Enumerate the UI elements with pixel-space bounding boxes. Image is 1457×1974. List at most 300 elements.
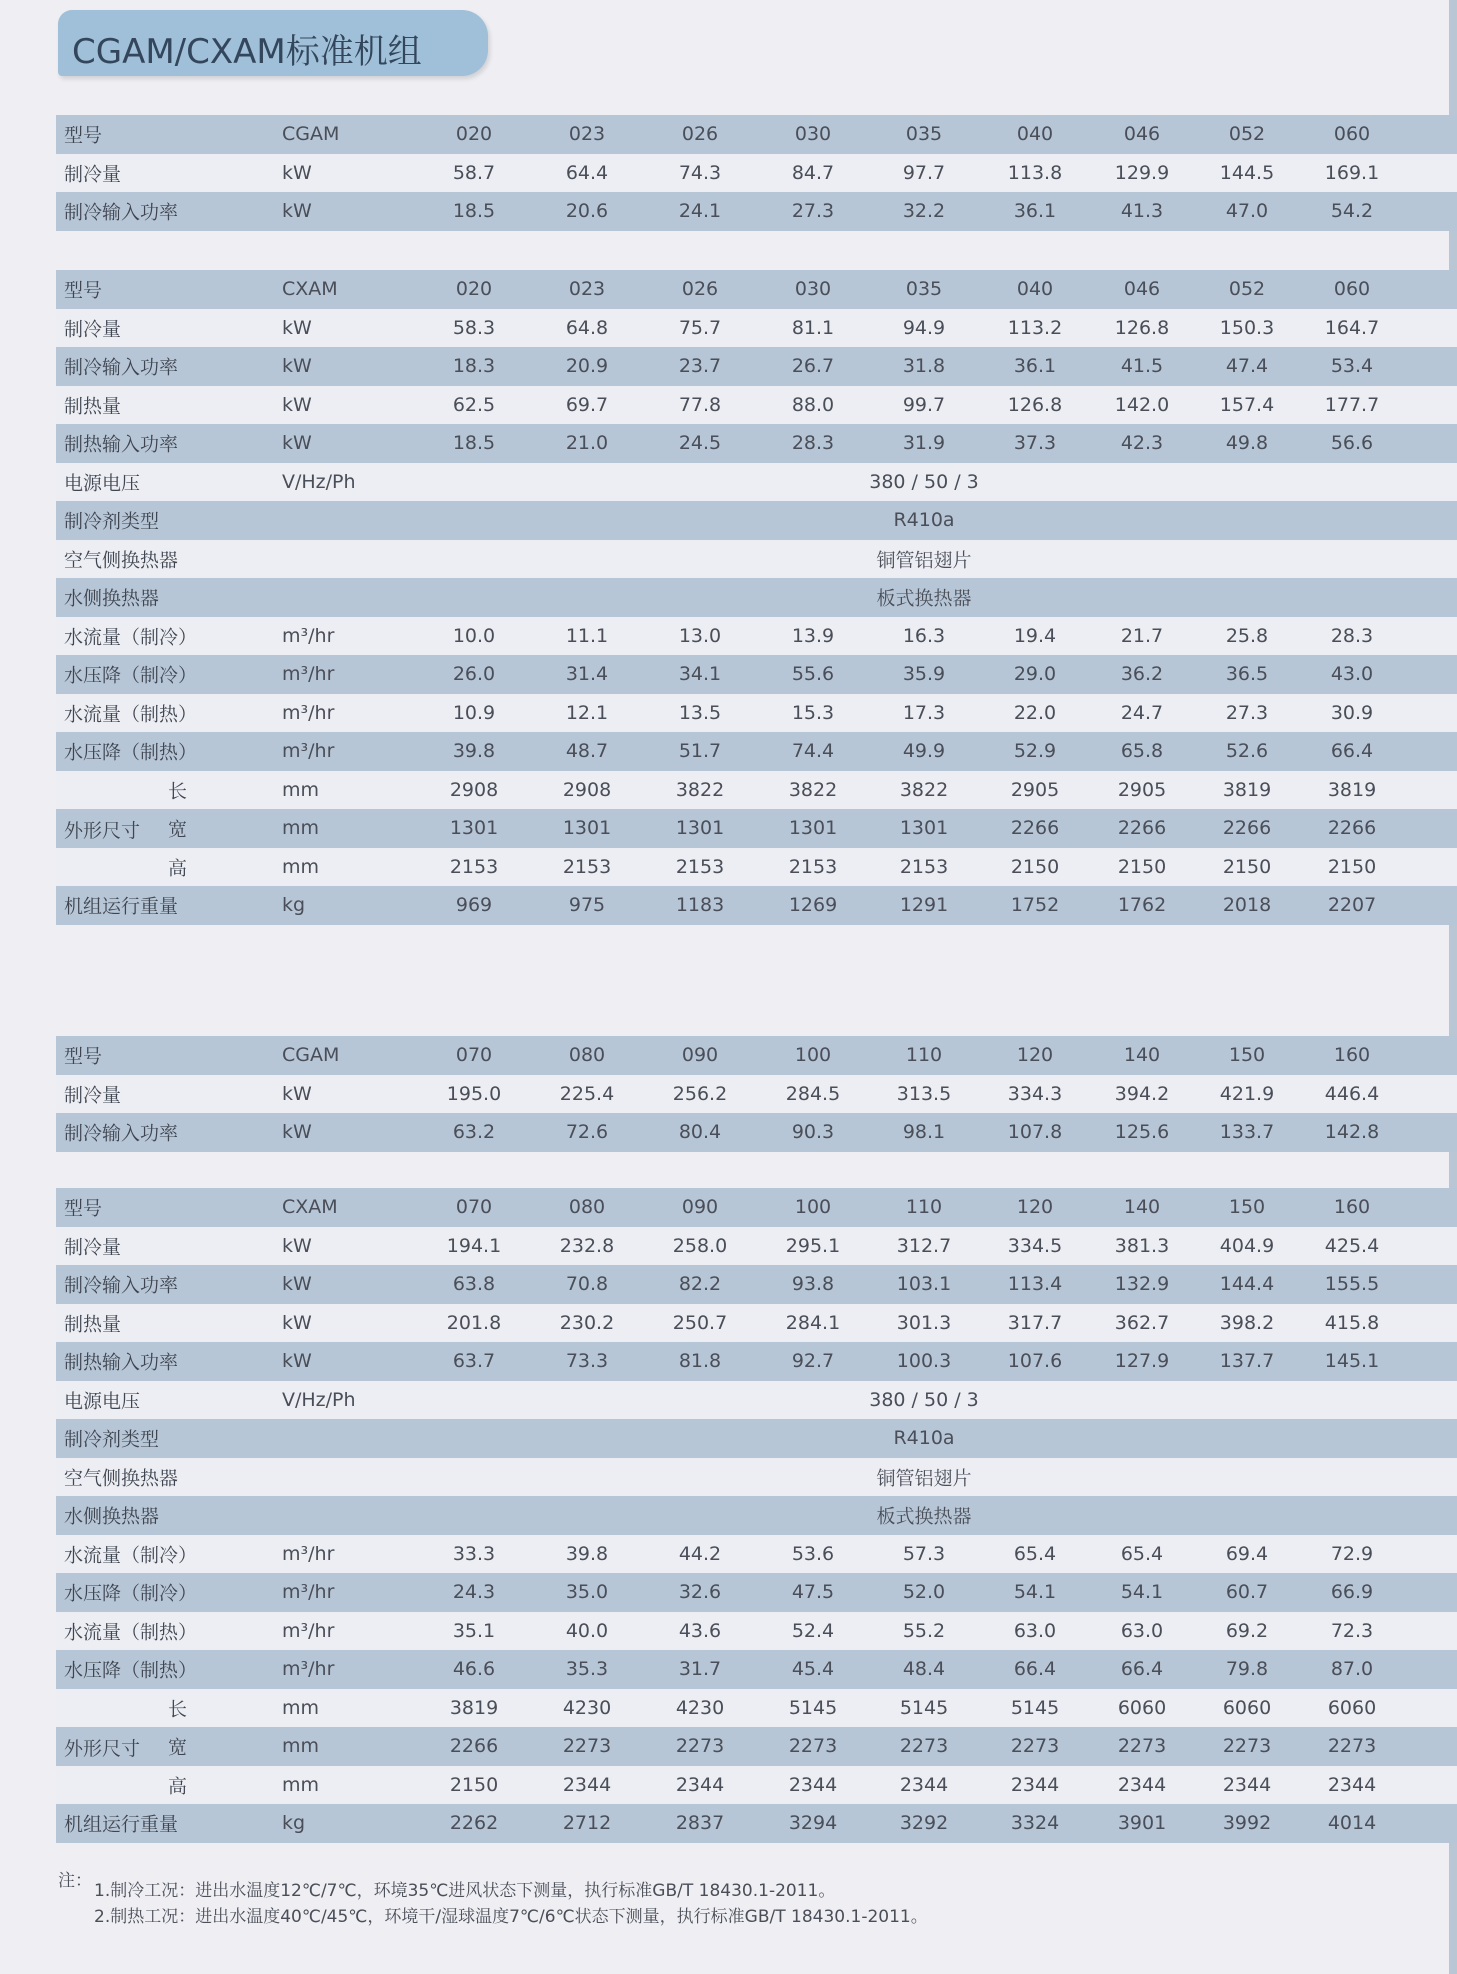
value-cell: 2153 [675, 855, 725, 878]
value-cell: 2273 [1117, 1735, 1167, 1758]
value-cell: 27.3 [791, 200, 835, 223]
value-cell: 975 [568, 894, 606, 917]
value-cell: 21.7 [1120, 624, 1164, 647]
table-row [56, 1727, 1457, 1766]
value-cell: 10.9 [452, 701, 496, 724]
value-cell: 2150 [1010, 855, 1060, 878]
row-label: 机组运行重量 [64, 1813, 179, 1836]
row-label: 制冷输入功率 [64, 1122, 179, 1145]
value-cell: 2344 [788, 1773, 838, 1796]
table-row [56, 1612, 1457, 1651]
value-cell: 398.2 [1219, 1311, 1275, 1334]
value-cell: 035 [905, 278, 943, 301]
value-cell: 35.9 [902, 663, 946, 686]
value-cell: 2273 [675, 1735, 725, 1758]
value-cell: 046 [1123, 123, 1161, 146]
value-cell: 301.3 [896, 1311, 952, 1334]
table-row [56, 809, 1457, 848]
value-cell: 295.1 [785, 1234, 841, 1257]
value-cell: 313.5 [896, 1082, 952, 1105]
value-cell: 48.4 [902, 1658, 946, 1681]
value-cell: 2273 [1010, 1735, 1060, 1758]
value-cell: 2344 [1222, 1773, 1272, 1796]
value-cell: 24.5 [678, 432, 722, 455]
value-cell: 15.3 [791, 701, 835, 724]
value-cell: 97.7 [902, 161, 946, 184]
value-cell: 72.9 [1330, 1542, 1374, 1565]
value-cell: 969 [455, 894, 493, 917]
value-cell: 99.7 [902, 393, 946, 416]
value-cell: 080 [568, 1044, 606, 1067]
value-cell: 144.5 [1219, 161, 1275, 184]
value-cell: 49.8 [1225, 432, 1269, 455]
row-unit: mm [282, 1696, 320, 1719]
value-cell: 2153 [899, 855, 949, 878]
value-cell: 3901 [1117, 1812, 1167, 1835]
value-cell: 72.6 [565, 1121, 609, 1144]
value-cell: 2266 [1010, 817, 1060, 840]
value-cell: 39.8 [565, 1542, 609, 1565]
value-cell: 2150 [1327, 855, 1377, 878]
value-cell: 24.3 [452, 1581, 496, 1604]
value-cell: 81.1 [791, 316, 835, 339]
row-unit: kg [282, 894, 306, 917]
row-label: 水压降（制冷） [64, 664, 198, 687]
table-row [56, 347, 1457, 386]
row-label: 水流量（制热） [64, 1621, 198, 1644]
value-cell: 31.9 [902, 432, 946, 455]
table-row [56, 424, 1457, 463]
value-cell: 126.8 [1007, 393, 1063, 416]
value-cell: 75.7 [678, 316, 722, 339]
value-cell: 2837 [675, 1812, 725, 1835]
row-label: 制热输入功率 [64, 1351, 179, 1374]
value-cell: 18.5 [452, 432, 496, 455]
spanning-value: 380 / 50 / 3 [869, 470, 979, 493]
value-cell: 31.8 [902, 355, 946, 378]
value-cell: 1752 [1010, 894, 1060, 917]
table-row [56, 617, 1457, 656]
row-label: 制冷输入功率 [64, 201, 179, 224]
value-cell: 60.7 [1225, 1581, 1269, 1604]
value-cell: 2150 [1117, 855, 1167, 878]
value-cell: 92.7 [791, 1350, 835, 1373]
value-cell: 177.7 [1324, 393, 1380, 416]
value-cell: 41.3 [1120, 200, 1164, 223]
dimension-sub-label: 宽 [168, 1736, 188, 1759]
value-cell: 47.0 [1225, 200, 1269, 223]
row-label: 电源电压 [64, 1390, 141, 1413]
value-cell: 394.2 [1114, 1082, 1170, 1105]
value-cell: 33.3 [452, 1542, 496, 1565]
value-cell: 43.0 [1330, 663, 1374, 686]
row-label: 水压降（制热） [64, 1659, 198, 1682]
value-cell: 080 [568, 1196, 606, 1219]
row-unit: kW [282, 1121, 312, 1144]
value-cell: 93.8 [791, 1273, 835, 1296]
value-cell: 52.6 [1225, 740, 1269, 763]
value-cell: 54.1 [1120, 1581, 1164, 1604]
table-row [56, 886, 1457, 925]
value-cell: 2153 [788, 855, 838, 878]
value-cell: 17.3 [902, 701, 946, 724]
value-cell: 144.4 [1219, 1273, 1275, 1296]
value-cell: 2266 [449, 1735, 499, 1758]
table-row [56, 1766, 1457, 1805]
value-cell: 51.7 [678, 740, 722, 763]
row-label: 空气侧换热器 [64, 549, 179, 572]
dimension-label: 外形尺寸 [64, 1738, 141, 1761]
value-cell: 32.6 [678, 1581, 722, 1604]
value-cell: 020 [455, 123, 493, 146]
value-cell: 87.0 [1330, 1658, 1374, 1681]
value-cell: 29.0 [1013, 663, 1057, 686]
value-cell: 20.9 [565, 355, 609, 378]
table-row [56, 655, 1457, 694]
table-cxam-1 [56, 270, 1457, 925]
value-cell: 1762 [1117, 894, 1167, 917]
value-cell: 70.8 [565, 1273, 609, 1296]
table-row [56, 501, 1457, 540]
table-cgam-1 [56, 115, 1457, 231]
value-cell: 201.8 [446, 1311, 502, 1334]
value-cell: 381.3 [1114, 1234, 1170, 1257]
row-label: 制冷量 [64, 318, 122, 341]
value-cell: 133.7 [1219, 1121, 1275, 1144]
row-unit: m³/hr [282, 1658, 335, 1681]
value-cell: 34.1 [678, 663, 722, 686]
value-cell: 47.4 [1225, 355, 1269, 378]
value-cell: 90.3 [791, 1121, 835, 1144]
table-row [56, 192, 1457, 231]
value-cell: 110 [905, 1044, 943, 1067]
value-cell: 2273 [1222, 1735, 1272, 1758]
row-unit: kW [282, 1350, 312, 1373]
value-cell: 023 [568, 123, 606, 146]
row-unit: kW [282, 161, 312, 184]
row-unit: kW [282, 1311, 312, 1334]
value-cell: 26.0 [452, 663, 496, 686]
row-unit: mm [282, 1735, 320, 1758]
value-cell: 3822 [899, 778, 949, 801]
value-cell: 35.3 [565, 1658, 609, 1681]
row-unit: m³/hr [282, 740, 335, 763]
dimension-sub-label: 高 [168, 1775, 188, 1798]
value-cell: 3822 [788, 778, 838, 801]
value-cell: 150.3 [1219, 316, 1275, 339]
value-cell: 107.8 [1007, 1121, 1063, 1144]
value-cell: 3292 [899, 1812, 949, 1835]
value-cell: 56.6 [1330, 432, 1374, 455]
value-cell: 194.1 [446, 1234, 502, 1257]
value-cell: 43.6 [678, 1619, 722, 1642]
value-cell: 5145 [899, 1696, 949, 1719]
row-unit: kW [282, 355, 312, 378]
value-cell: 052 [1228, 123, 1266, 146]
value-cell: 404.9 [1219, 1234, 1275, 1257]
value-cell: 63.0 [1013, 1619, 1057, 1642]
value-cell: 6060 [1327, 1696, 1377, 1719]
value-cell: 3819 [1222, 778, 1272, 801]
value-cell: 39.8 [452, 740, 496, 763]
row-label: 空气侧换热器 [64, 1467, 179, 1490]
value-cell: 52.4 [791, 1619, 835, 1642]
value-cell: 2905 [1010, 778, 1060, 801]
value-cell: 2273 [1327, 1735, 1377, 1758]
row-unit: kW [282, 1082, 312, 1105]
value-cell: 36.5 [1225, 663, 1269, 686]
value-cell: 31.7 [678, 1658, 722, 1681]
row-unit: m³/hr [282, 701, 335, 724]
row-label: 制冷量 [64, 163, 122, 186]
value-cell: 060 [1333, 123, 1371, 146]
value-cell: 19.4 [1013, 624, 1057, 647]
table-row [56, 1381, 1457, 1420]
value-cell: 57.3 [902, 1542, 946, 1565]
value-cell: 137.7 [1219, 1350, 1275, 1373]
value-cell: 22.0 [1013, 701, 1057, 724]
table-row [56, 1188, 1457, 1227]
value-cell: 79.8 [1225, 1658, 1269, 1681]
value-cell: 023 [568, 278, 606, 301]
row-unit: kg [282, 1812, 306, 1835]
value-cell: 070 [455, 1196, 493, 1219]
table-row [56, 1036, 1457, 1075]
table-row [56, 1458, 1457, 1497]
value-cell: 026 [681, 123, 719, 146]
value-cell: 334.3 [1007, 1082, 1063, 1105]
table-row [56, 1227, 1457, 1266]
value-cell: 2908 [562, 778, 612, 801]
row-unit: V/Hz/Ph [282, 470, 356, 493]
value-cell: 63.7 [452, 1350, 496, 1373]
table-row [56, 1265, 1457, 1304]
value-cell: 232.8 [559, 1234, 615, 1257]
table-row [56, 578, 1457, 617]
table-row [56, 540, 1457, 579]
value-cell: 58.7 [452, 161, 496, 184]
value-cell: 88.0 [791, 393, 835, 416]
value-cell: 55.2 [902, 1619, 946, 1642]
dimension-sub-label: 高 [168, 857, 188, 880]
row-label: 水侧换热器 [64, 1505, 160, 1528]
value-cell: 020 [455, 278, 493, 301]
title-tab [58, 10, 488, 76]
value-cell: 62.5 [452, 393, 496, 416]
value-cell: 53.6 [791, 1542, 835, 1565]
value-cell: 77.8 [678, 393, 722, 416]
value-cell: 100 [794, 1044, 832, 1067]
value-cell: 37.3 [1013, 432, 1057, 455]
value-cell: 035 [905, 123, 943, 146]
value-cell: 2273 [562, 1735, 612, 1758]
value-cell: 3819 [449, 1696, 499, 1719]
note-2: 2.制热工况：进出水温度40℃/45℃，环境干/湿球温度7℃/6℃状态下测量，执行标准GB/T 18430.1-2011。 [94, 1907, 928, 1927]
value-cell: 334.5 [1007, 1234, 1063, 1257]
row-unit: mm [282, 855, 320, 878]
row-label: 水流量（制冷） [64, 626, 198, 649]
value-cell: 125.6 [1114, 1121, 1170, 1144]
value-cell: 169.1 [1324, 161, 1380, 184]
value-cell: 107.6 [1007, 1350, 1063, 1373]
value-cell: 046 [1123, 278, 1161, 301]
value-cell: 45.4 [791, 1658, 835, 1681]
table-row [56, 848, 1457, 887]
dimension-sub-label: 长 [168, 780, 188, 803]
value-cell: 21.0 [565, 432, 609, 455]
value-cell: 28.3 [791, 432, 835, 455]
value-cell: 026 [681, 278, 719, 301]
value-cell: 2153 [562, 855, 612, 878]
value-cell: 66.4 [1013, 1658, 1057, 1681]
value-cell: 126.8 [1114, 316, 1170, 339]
row-label: 机组运行重量 [64, 895, 179, 918]
row-unit: m³/hr [282, 1542, 335, 1565]
table-row [56, 1342, 1457, 1381]
value-cell: 2344 [675, 1773, 725, 1796]
value-cell: 36.2 [1120, 663, 1164, 686]
value-cell: 20.6 [565, 200, 609, 223]
value-cell: 64.4 [565, 161, 609, 184]
row-label: 水流量（制冷） [64, 1544, 198, 1567]
row-label: 制冷剂类型 [64, 1428, 160, 1451]
value-cell: 145.1 [1324, 1350, 1380, 1373]
value-cell: 127.9 [1114, 1350, 1170, 1373]
row-unit: kW [282, 200, 312, 223]
value-cell: 3992 [1222, 1812, 1272, 1835]
value-cell: 73.3 [565, 1350, 609, 1373]
value-cell: 113.2 [1007, 316, 1063, 339]
value-cell: 58.3 [452, 316, 496, 339]
note-1: 1.制冷工况：进出水温度12℃/7℃，环境35℃进风状态下测量，执行标准GB/T 18430.1-2011。 [94, 1881, 836, 1901]
table-row [56, 1075, 1457, 1114]
value-cell: 74.3 [678, 161, 722, 184]
value-cell: 26.7 [791, 355, 835, 378]
value-cell: 65.8 [1120, 740, 1164, 763]
value-cell: 2262 [449, 1812, 499, 1835]
value-cell: 2266 [1327, 817, 1377, 840]
spanning-value: 板式换热器 [876, 587, 972, 610]
table-row [56, 1650, 1457, 1689]
value-cell: 40.0 [565, 1619, 609, 1642]
value-cell: 070 [455, 1044, 493, 1067]
table-cxam-2 [56, 1188, 1457, 1843]
value-cell: 052 [1228, 278, 1266, 301]
value-cell: 64.8 [565, 316, 609, 339]
value-cell: 160 [1333, 1196, 1371, 1219]
value-cell: 284.5 [785, 1082, 841, 1105]
value-cell: 2344 [899, 1773, 949, 1796]
value-cell: 150 [1228, 1044, 1266, 1067]
table-row [56, 1535, 1457, 1574]
row-unit: CXAM [282, 1196, 338, 1219]
value-cell: 4230 [562, 1696, 612, 1719]
value-cell: 82.2 [678, 1273, 722, 1296]
page-title: CGAM/CXAM标准机组 [72, 32, 422, 72]
value-cell: 16.3 [902, 624, 946, 647]
value-cell: 157.4 [1219, 393, 1275, 416]
value-cell: 4230 [675, 1696, 725, 1719]
value-cell: 10.0 [452, 624, 496, 647]
value-cell: 30.9 [1330, 701, 1374, 724]
value-cell: 1183 [675, 894, 725, 917]
table-row [56, 386, 1457, 425]
value-cell: 35.1 [452, 1619, 496, 1642]
value-cell: 65.4 [1013, 1542, 1057, 1565]
value-cell: 030 [794, 278, 832, 301]
row-unit: CGAM [282, 1044, 340, 1067]
row-label: 制热量 [64, 1313, 122, 1336]
table-cgam-2 [56, 1036, 1457, 1152]
value-cell: 110 [905, 1196, 943, 1219]
value-cell: 46.6 [452, 1658, 496, 1681]
table-row [56, 154, 1457, 193]
value-cell: 030 [794, 123, 832, 146]
value-cell: 284.1 [785, 1311, 841, 1334]
row-label: 电源电压 [64, 472, 141, 495]
value-cell: 42.3 [1120, 432, 1164, 455]
row-label: 水压降（制冷） [64, 1582, 198, 1605]
table-row [56, 309, 1457, 348]
table-row [56, 694, 1457, 733]
row-label: 制冷量 [64, 1236, 122, 1259]
value-cell: 52.9 [1013, 740, 1057, 763]
value-cell: 1291 [899, 894, 949, 917]
row-unit: mm [282, 778, 320, 801]
value-cell: 1269 [788, 894, 838, 917]
value-cell: 312.7 [896, 1234, 952, 1257]
value-cell: 69.2 [1225, 1619, 1269, 1642]
value-cell: 5145 [788, 1696, 838, 1719]
value-cell: 52.0 [902, 1581, 946, 1604]
value-cell: 32.2 [902, 200, 946, 223]
row-unit: kW [282, 432, 312, 455]
value-cell: 103.1 [896, 1273, 952, 1296]
row-unit: kW [282, 1234, 312, 1257]
value-cell: 54.2 [1330, 200, 1374, 223]
value-cell: 2273 [788, 1735, 838, 1758]
value-cell: 63.0 [1120, 1619, 1164, 1642]
value-cell: 425.4 [1324, 1234, 1380, 1257]
row-label: 水流量（制热） [64, 703, 198, 726]
value-cell: 415.8 [1324, 1311, 1380, 1334]
value-cell: 18.3 [452, 355, 496, 378]
value-cell: 2207 [1327, 894, 1377, 917]
value-cell: 72.3 [1330, 1619, 1374, 1642]
spanning-value: 380 / 50 / 3 [869, 1388, 979, 1411]
value-cell: 94.9 [902, 316, 946, 339]
row-unit: mm [282, 817, 320, 840]
row-unit: m³/hr [282, 663, 335, 686]
table-row [56, 1804, 1457, 1843]
value-cell: 36.1 [1013, 355, 1057, 378]
value-cell: 150 [1228, 1196, 1266, 1219]
value-cell: 113.4 [1007, 1273, 1063, 1296]
value-cell: 120 [1016, 1196, 1054, 1219]
dimension-label: 外形尺寸 [64, 820, 141, 843]
value-cell: 35.0 [565, 1581, 609, 1604]
value-cell: 31.4 [565, 663, 609, 686]
value-cell: 12.1 [565, 701, 609, 724]
value-cell: 1301 [788, 817, 838, 840]
spanning-value: 铜管铝翅片 [876, 1467, 972, 1490]
value-cell: 54.1 [1013, 1581, 1057, 1604]
row-unit: kW [282, 1273, 312, 1296]
value-cell: 2344 [1010, 1773, 1060, 1796]
value-cell: 4014 [1327, 1812, 1377, 1835]
row-unit: m³/hr [282, 1619, 335, 1642]
value-cell: 256.2 [672, 1082, 728, 1105]
